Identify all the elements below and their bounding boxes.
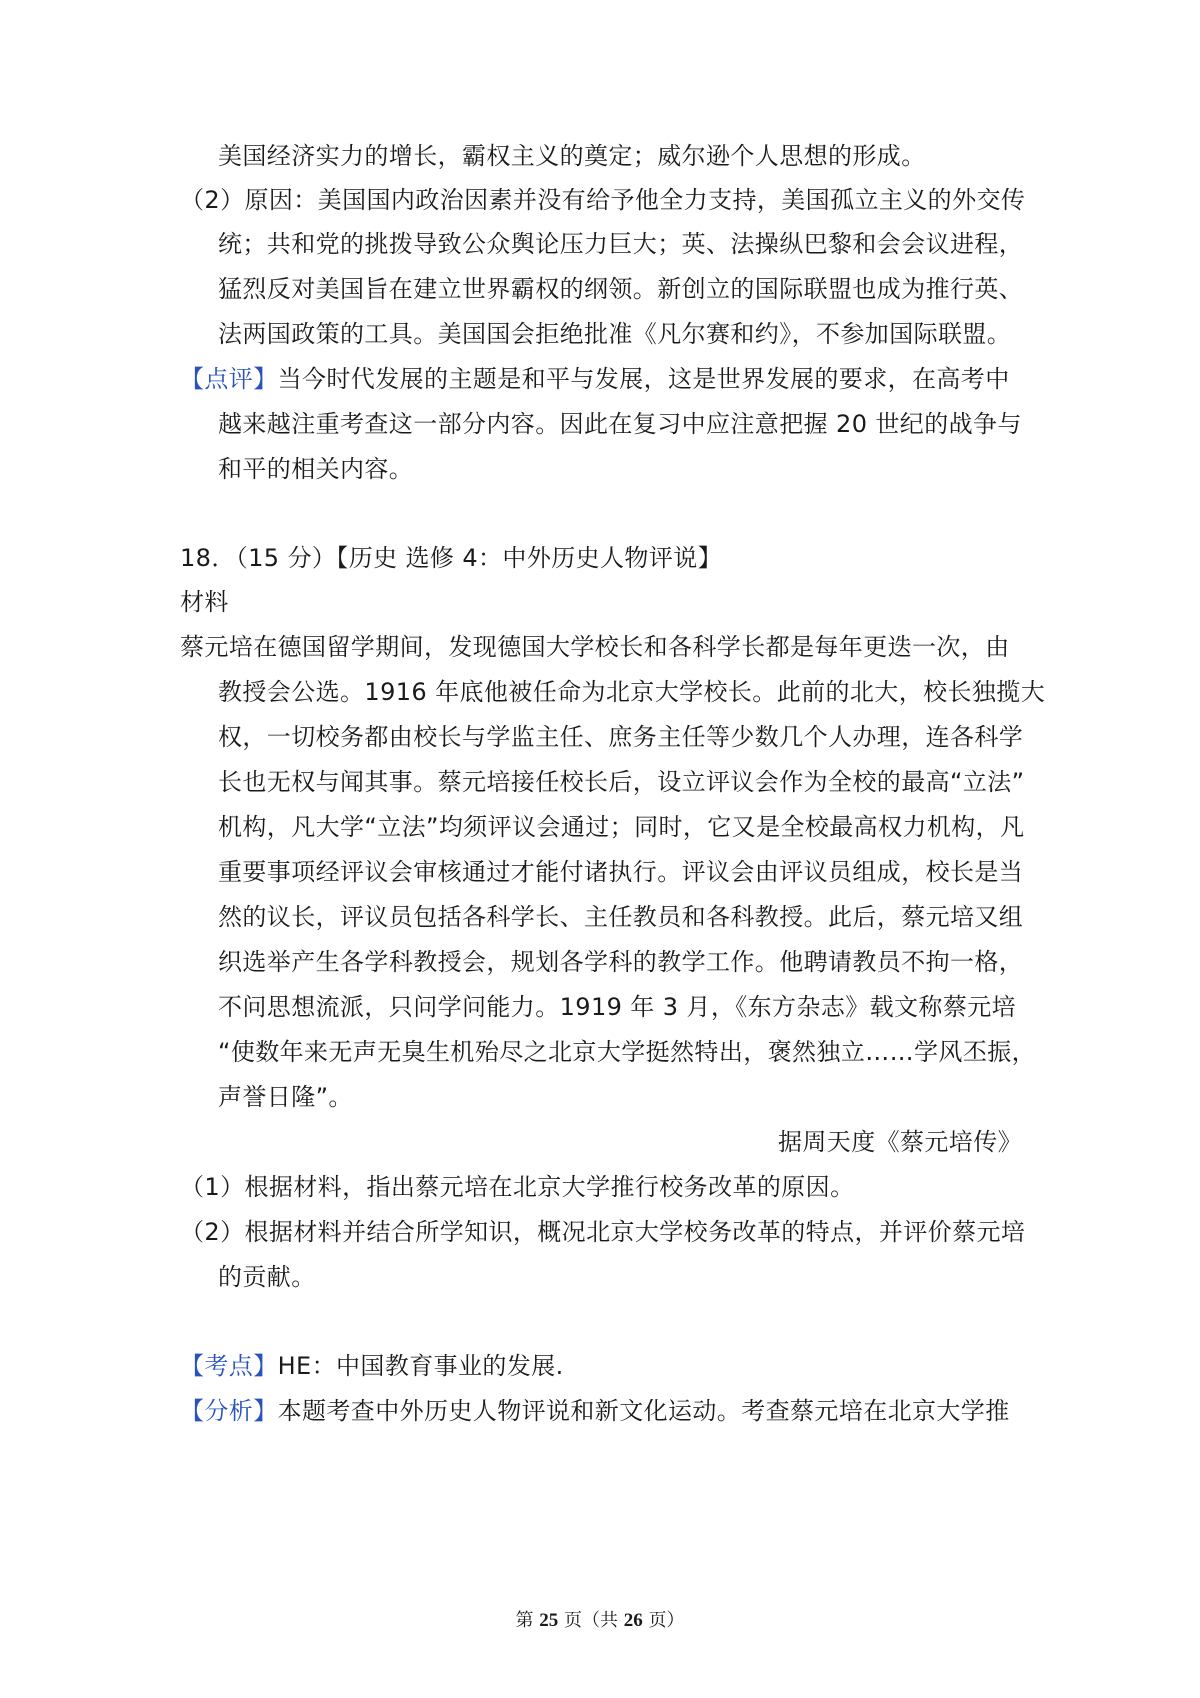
footer-text: 页） [642, 1610, 685, 1631]
question-part: （1）根据材料，指出蔡元培在北京大学推行校务改革的原因。 [180, 1173, 855, 1201]
fenxi-line [180, 1395, 1010, 1427]
material-line: 蔡元培在德国留学期间，发现德国大学校长和各科学长都是每年更迭一次，由 [180, 633, 1010, 661]
page-footer [0, 1606, 1200, 1632]
question-part: （2）根据材料并结合所学知识，概况北京大学校务改革的特点，并评价蔡元培 [180, 1218, 1026, 1246]
kaodian-tag: 【考点】 [180, 1352, 278, 1380]
page-total: 26 [623, 1610, 643, 1631]
answer-line: 美国经济实力的增长，霸权主义的奠定；威尔逊个人思想的形成。 [218, 142, 926, 170]
material-line: 长也无权与闻其事。蔡元培接任校长后，设立评议会作为全校的最高“立法” [218, 768, 1025, 796]
comment-text: 当今时代发展的主题是和平与发展，这是世界发展的要求，在高考中 [277, 365, 1010, 393]
kaodian-text: HE：中国教育事业的发展. [277, 1352, 564, 1380]
material-line: 机构，凡大学“立法”均须评议会通过；同时，它又是全校最高权力机构，凡 [218, 813, 1025, 841]
material-line: 教授会公选。1916 年底他被任命为北京大学校长。此前的北大，校长独揽大 [218, 678, 1046, 706]
fenxi-tag: 【分析】 [180, 1397, 278, 1425]
fenxi-text: 本题考查中外历史人物评说和新文化运动。考查蔡元培在北京大学推 [277, 1397, 1010, 1425]
answer-line: 统；共和党的挑拨导致公众舆论压力巨大；英、法操纵巴黎和会会议进程， [218, 230, 1024, 258]
comment-line: 越来越注重考查这一部分内容。因此在复习中应注意把握 20 世纪的战争与 [218, 410, 1022, 438]
comment-line [180, 363, 1010, 395]
comment-line: 和平的相关内容。 [218, 455, 414, 483]
material-line: “使数年来无声无臭生机殆尽之北京大学挺然特出，褒然独立……学风丕振， [218, 1038, 1037, 1066]
material-line: 声誉日隆”。 [218, 1083, 353, 1111]
page-number: 25 [539, 1610, 559, 1631]
material-line: 然的议长，评议员包括各科学长、主任教员和各科教授。此后，蔡元培又组 [218, 903, 1024, 931]
question-part: 的贡献。 [218, 1263, 316, 1291]
answer-line: 猛烈反对美国旨在建立世界霸权的纲领。新创立的国际联盟也成为推行英、 [218, 275, 1024, 303]
material-line: 织选举产生各学科教授会，规划各学科的教学工作。他聘请教员不拘一格， [218, 948, 1024, 976]
footer-text: 第 [515, 1610, 540, 1631]
comment-tag: 【点评】 [180, 365, 278, 393]
answer-line: 法两国政策的工具。美国国会拒绝批准《凡尔赛和约》，不参加国际联盟。 [218, 320, 1012, 348]
footer-text: 页（共 [558, 1610, 624, 1631]
material-source: 据周天度《蔡元培传》 [778, 1128, 1022, 1156]
answer-line: （2）原因：美国国内政治因素并没有给予他全力支持，美国孤立主义的外交传 [180, 186, 1026, 214]
question-header: 18．（15 分）【历史 选修 4：中外历史人物评说】 [180, 544, 723, 572]
material-line: 权，一切校务都由校长与学监主任、庶务主任等少数几个人办理，连各科学 [218, 723, 1024, 751]
kaodian-line [180, 1350, 564, 1382]
material-line: 重要事项经评议会审核通过才能付诸执行。评议会由评议员组成，校长是当 [218, 858, 1024, 886]
material-label: 材料 [180, 588, 229, 616]
material-line: 不问思想流派，只问学问能力。1919 年 3 月，《东方杂志》载文称蔡元培 [218, 993, 1017, 1021]
